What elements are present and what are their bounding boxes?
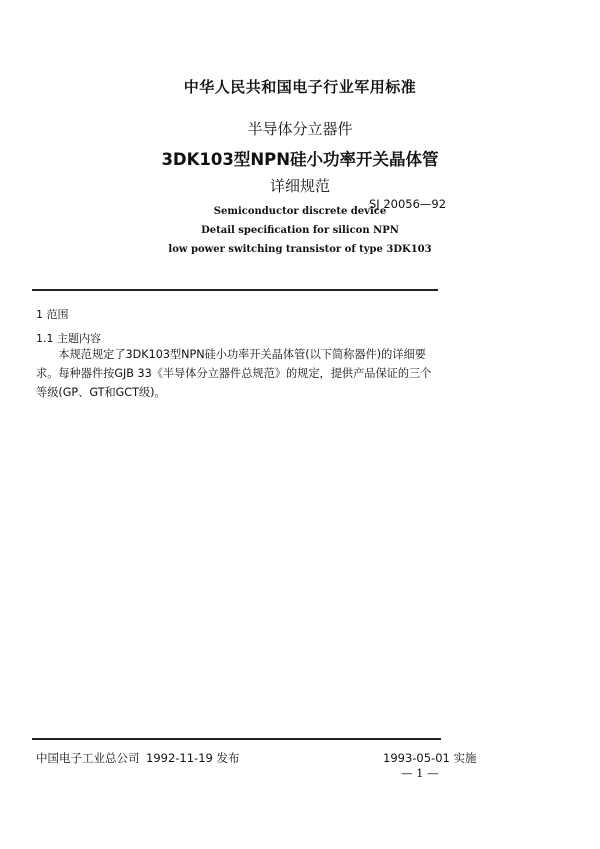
title-line-2: 3DK103型NPN硅小功率开关晶体管: [161, 150, 439, 169]
english-title-line-3: low power switching transistor of type 3DK103: [168, 244, 432, 255]
title-line-1: 半导体分立器件: [247, 120, 353, 138]
title-line-3: 详细规范: [269, 177, 330, 195]
standard-code: SJ 20056—92: [369, 197, 447, 211]
bottom-divider: [32, 738, 441, 740]
publisher-name: 中国电子工业总公司: [36, 751, 140, 765]
english-title-line-2: Detail specification for silicon NPN: [201, 225, 399, 236]
section-heading-scope: 1 范围: [36, 308, 69, 321]
standard-type-header: 中华人民共和国电子行业军用标准: [183, 78, 417, 96]
top-divider: [32, 289, 438, 291]
scope-paragraph: 本规范规定了3DK103型NPN硅小功率开关晶体管(以下简称器件)的详细要求。每种器件按GJB 33《半导体分立器件总规范》的规定，提供产品保证的三个等级(GP、GT和GCT级)。: [36, 348, 432, 399]
english-title-line-1: Semiconductor discrete device: [213, 206, 387, 217]
subsection-heading-subject: 1.1 主题内容: [36, 332, 101, 345]
page-number: — 1 —: [401, 766, 439, 780]
implementation-date: 1993-05-01 实施: [383, 751, 477, 765]
release-date: 1992-11-19 发布: [146, 751, 240, 765]
